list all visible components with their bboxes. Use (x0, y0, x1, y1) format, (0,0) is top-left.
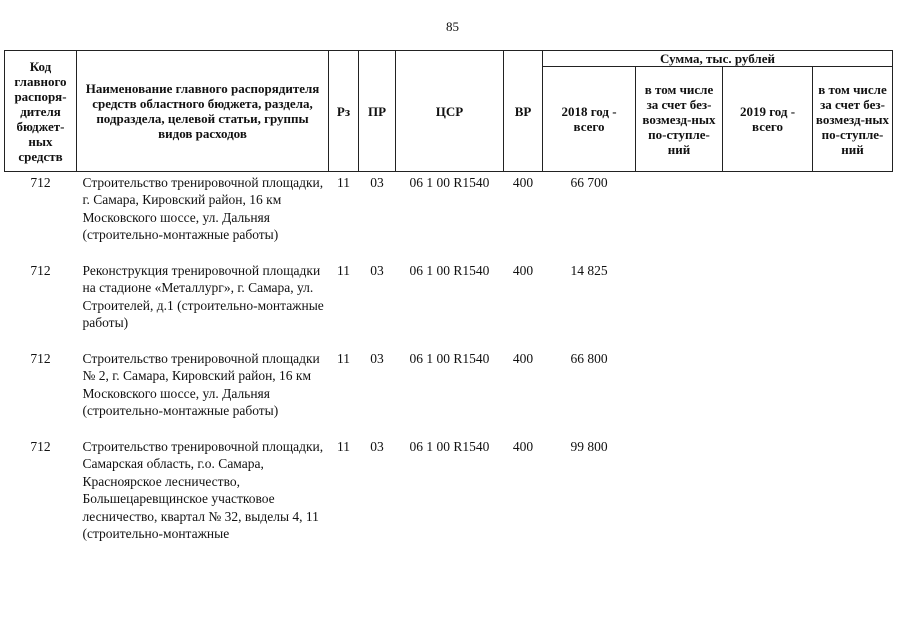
cell-2019-incl (813, 172, 893, 261)
cell-2019-total (723, 348, 813, 436)
cell-2019-total (723, 172, 813, 261)
table-header (5, 51, 893, 172)
cell-2019-total (723, 260, 813, 348)
header-vr: ВР (504, 51, 543, 172)
cell-code: 712 (30, 439, 51, 454)
header-pr: ПР (359, 51, 396, 172)
table-row (5, 172, 893, 261)
table-body (5, 172, 893, 559)
cell-name: Строительство тренировочной площадки № 2, г. Самара, Кировский район, 16 км Московского шоссе, ул. Дальняя (строительно-монтажные работы) (82, 351, 320, 419)
cell-csr: 06 1 00 R1540 (409, 263, 490, 278)
cell-name: Реконструкция тренировочной площадки на стадионе «Металлург», г. Самара, ул. Строителей, д.1 (строительно-монтажные работы) (82, 263, 324, 331)
table-row (5, 260, 893, 348)
cell-pr: 03 (370, 175, 384, 190)
cell-code: 712 (30, 263, 51, 278)
cell-2019-incl (813, 436, 893, 558)
cell-csr: 06 1 00 R1540 (409, 351, 490, 366)
cell-pr: 03 (370, 263, 384, 278)
cell-code: 712 (30, 351, 51, 366)
cell-rz: 11 (337, 439, 350, 454)
cell-2018-incl (636, 348, 723, 436)
cell-name: Строительство тренировочной площадки, Самарская область, г.о. Самара, Красноярское лесничество, Большецаревщинское участковое лесничество, квартал № 32, выделы 4, 11 (строительно-монтажные (82, 439, 324, 542)
cell-2018-incl (636, 436, 723, 558)
cell-2018-incl (636, 260, 723, 348)
cell-2018-total: 14 825 (570, 263, 608, 278)
cell-vr: 400 (512, 263, 534, 278)
header-2018-incl: в том числе за счет без-возмезд-ных по-ступле-ний (636, 67, 723, 172)
cell-vr: 400 (512, 439, 534, 454)
cell-csr: 06 1 00 R1540 (409, 175, 490, 190)
cell-2018-total: 99 800 (570, 439, 608, 454)
cell-2018-total: 66 800 (570, 351, 608, 366)
table-row (5, 348, 893, 436)
cell-2018-incl (636, 172, 723, 261)
cell-csr: 06 1 00 R1540 (409, 439, 490, 454)
header-sum-group: Сумма, тыс. рублей (543, 51, 893, 67)
header-csr: ЦСР (396, 51, 504, 172)
cell-rz: 11 (337, 263, 350, 278)
header-rz: Рз (329, 51, 359, 172)
cell-2019-total (723, 436, 813, 558)
header-name: Наименование главного распорядителя средств областного бюджета, раздела, подраздела, целевой статьи, группы видов расходов (77, 51, 329, 172)
header-2019-incl: в том числе за счет без-возмезд-ных по-ступле-ний (813, 67, 893, 172)
page-number: 85 (446, 19, 459, 34)
cell-name: Строительство тренировочной площадки, г. Самара, Кировский район, 16 км Московского шоссе, ул. Дальняя (строительно-монтажные работы) (82, 175, 324, 243)
header-2019-total: 2019 год - всего (723, 67, 813, 172)
cell-rz: 11 (337, 175, 350, 190)
cell-2018-total: 66 700 (570, 175, 608, 190)
header-2018-total: 2018 год - всего (543, 67, 636, 172)
cell-pr: 03 (370, 351, 384, 366)
budget-table (4, 50, 893, 558)
cell-rz: 11 (337, 351, 350, 366)
cell-2019-incl (813, 260, 893, 348)
table-row (5, 436, 893, 558)
cell-2019-incl (813, 348, 893, 436)
cell-code: 712 (30, 175, 51, 190)
cell-vr: 400 (512, 351, 534, 366)
cell-vr: 400 (512, 175, 534, 190)
cell-pr: 03 (370, 439, 384, 454)
header-code: Код главного распоря-дителя бюджет-ных средств (5, 51, 77, 172)
